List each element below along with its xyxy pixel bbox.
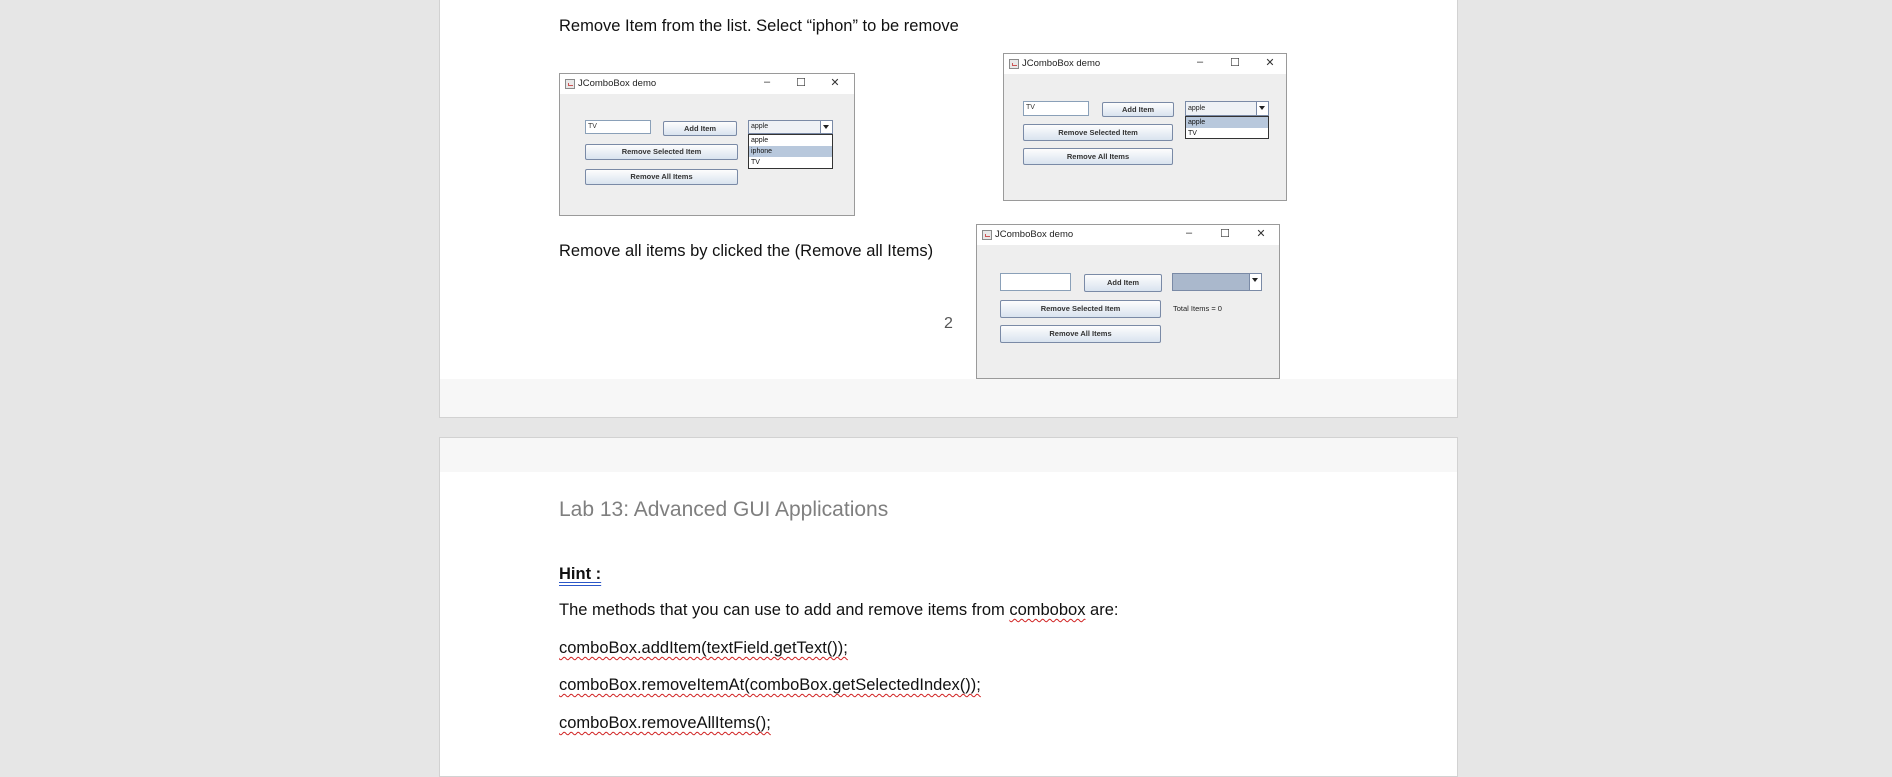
add-item-button[interactable]: Add Item (663, 121, 737, 136)
remove-all-items-button[interactable]: Remove All Items (585, 169, 738, 185)
remove-all-items-button[interactable]: Remove All Items (1023, 148, 1173, 165)
chevron-down-icon[interactable] (1256, 102, 1268, 115)
methods-intro (559, 601, 1119, 620)
maximize-icon[interactable]: ☐ (1230, 57, 1240, 69)
window-titlebar (1004, 54, 1286, 74)
items-combobox[interactable] (1185, 101, 1269, 116)
item-text-field[interactable]: TV (1023, 101, 1089, 116)
close-icon[interactable]: ✕ (1265, 57, 1275, 69)
chevron-down-icon[interactable] (1249, 274, 1261, 290)
window-title: JComboBox demo (578, 78, 657, 89)
dropdown-option-tv[interactable]: TV (751, 159, 760, 166)
add-item-button[interactable]: Add Item (1102, 102, 1174, 117)
dropdown-option-tv[interactable]: TV (1188, 130, 1197, 137)
methods-intro-prefix: The methods that you can use to add and remove items from (559, 601, 1010, 619)
minimize-icon[interactable]: – (763, 76, 771, 88)
dropdown-option-iphone[interactable]: iphone (749, 146, 832, 157)
remove-all-items-button[interactable]: Remove All Items (1000, 325, 1161, 343)
page-number: 2 (944, 315, 953, 332)
code-line-remove-all-items: comboBox.removeAllItems(); (559, 714, 771, 732)
hint-label-text: Hint : (559, 565, 602, 583)
window-titlebar (977, 225, 1279, 245)
close-icon[interactable]: ✕ (830, 77, 840, 89)
jcombobox-window-1 (559, 73, 855, 216)
java-app-icon (982, 230, 992, 240)
code-line-remove-item-at: comboBox.removeItemAt(comboBox.getSelectedIndex()); (559, 676, 981, 694)
remove-selected-item-button[interactable]: Remove Selected Item (585, 144, 738, 160)
dropdown-option-apple[interactable]: apple (1186, 117, 1268, 128)
hint-label (559, 565, 601, 584)
maximize-icon[interactable]: ☐ (1220, 228, 1230, 240)
minimize-icon[interactable]: – (1185, 227, 1193, 239)
maximize-icon[interactable]: ☐ (796, 77, 806, 89)
remove-selected-item-button[interactable]: Remove Selected Item (1000, 300, 1161, 318)
items-combobox[interactable] (1172, 273, 1262, 291)
total-items-label: Total Items = 0 (1173, 304, 1222, 313)
methods-intro-suffix: are: (1085, 601, 1119, 619)
combo-dropdown-list (748, 134, 833, 169)
jcombobox-window-2 (1003, 53, 1287, 201)
window-titlebar (560, 74, 854, 94)
window-title: JComboBox demo (1022, 58, 1101, 69)
item-text-field[interactable]: TV (585, 120, 651, 134)
remove-all-instruction: Remove all items by clicked the (Remove all Items) (559, 242, 934, 260)
remove-item-instruction: Remove Item from the list. Select “iphon” to be remove (559, 17, 959, 35)
dropdown-option-apple[interactable]: apple (751, 137, 769, 144)
code-line-add-item: comboBox.addItem(textField.getText()); (559, 639, 848, 657)
jcombobox-window-3 (976, 224, 1280, 379)
lab-heading: Lab 13: Advanced GUI Applications (559, 498, 889, 521)
combo-dropdown-list (1185, 116, 1269, 139)
remove-selected-item-button[interactable]: Remove Selected Item (1023, 124, 1173, 141)
items-combobox[interactable] (748, 120, 833, 134)
minimize-icon[interactable]: – (1196, 56, 1204, 68)
page-footer-area (440, 379, 1457, 417)
chevron-down-icon[interactable] (820, 121, 832, 133)
combo-selected-value: apple (1188, 105, 1206, 112)
java-app-icon (1009, 59, 1019, 69)
methods-intro-keyword: combobox (1009, 601, 1086, 619)
window-title: JComboBox demo (995, 229, 1074, 240)
combo-selected-value: apple (751, 123, 769, 130)
close-icon[interactable]: ✕ (1256, 228, 1266, 240)
java-app-icon (565, 79, 575, 89)
page-header-area (440, 438, 1457, 472)
add-item-button[interactable]: Add Item (1084, 274, 1162, 292)
item-text-field[interactable] (1000, 273, 1071, 291)
